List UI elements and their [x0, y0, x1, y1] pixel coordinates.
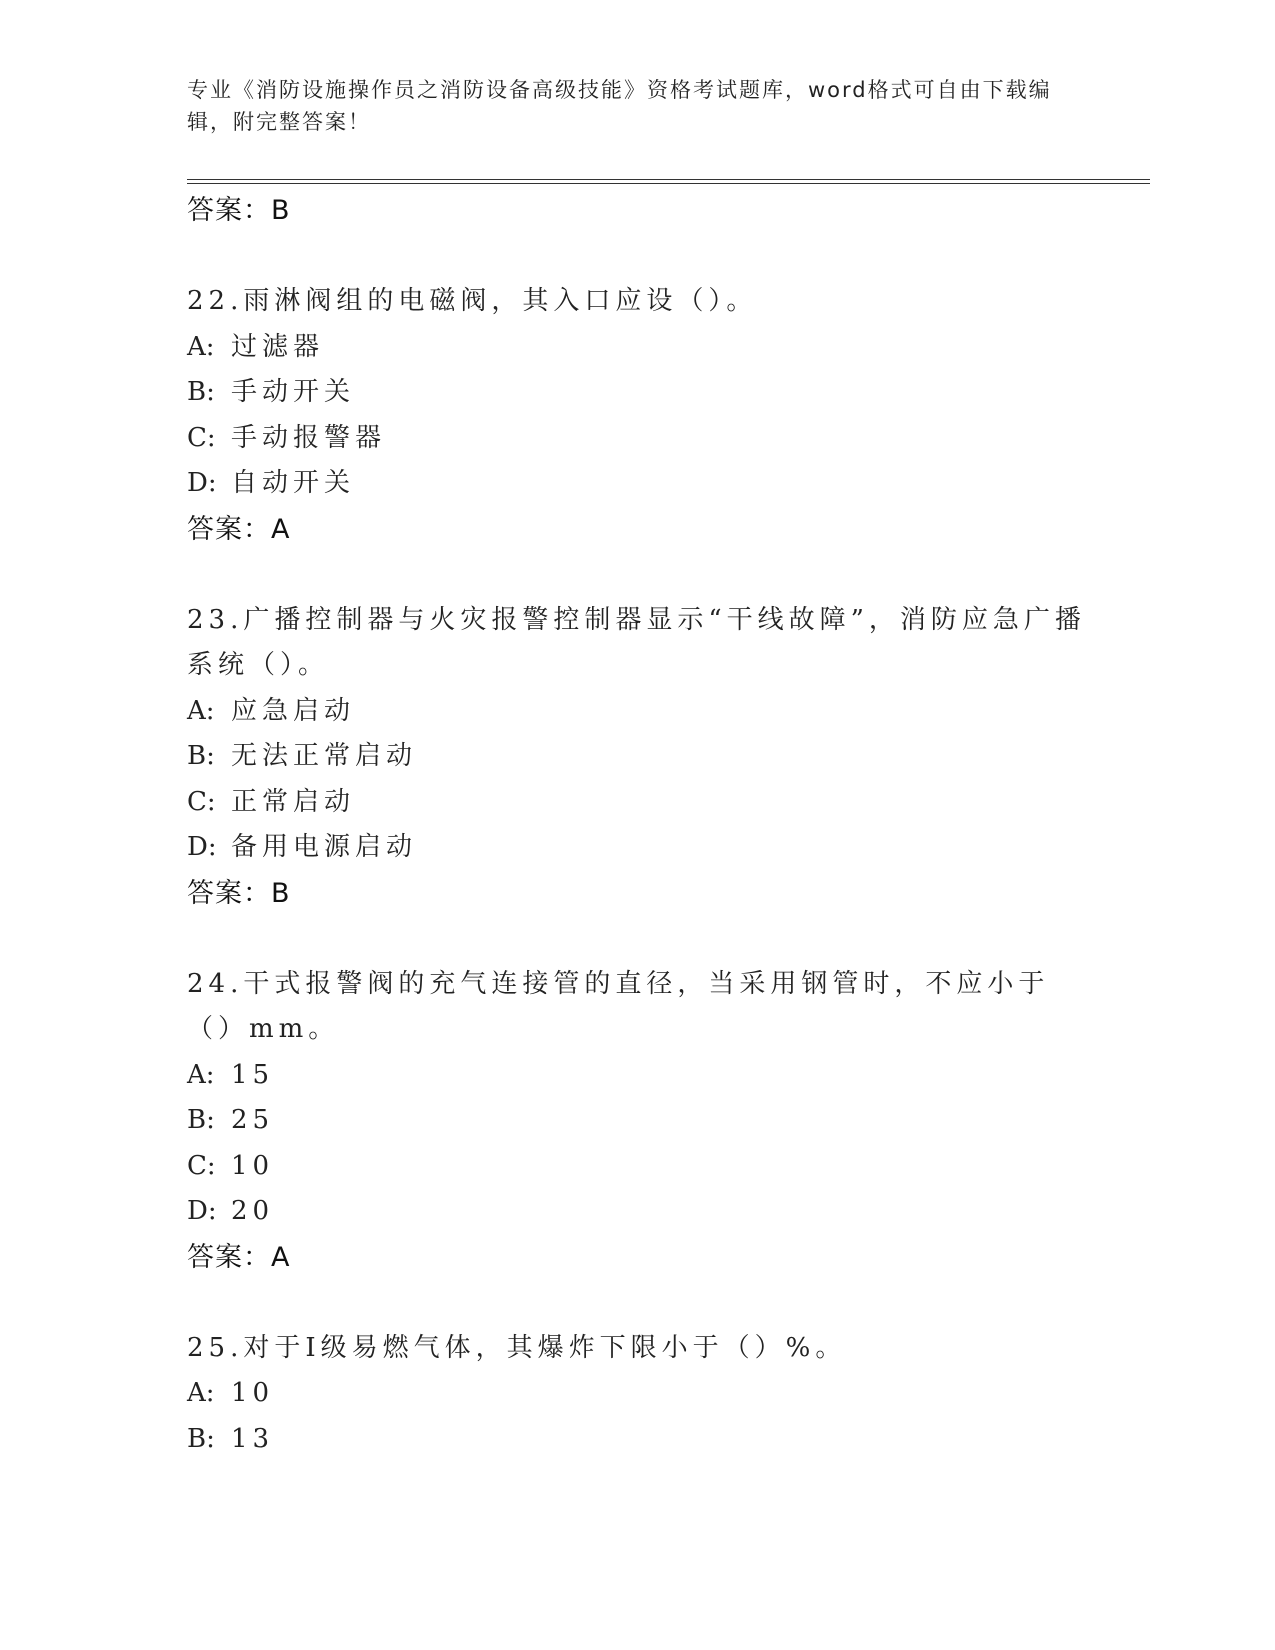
option-key: D:: [187, 1196, 217, 1226]
option-text: 自动开关: [231, 468, 356, 498]
option-key: A:: [187, 695, 215, 726]
question-block: [187, 1326, 1087, 1463]
option-text: 过滤器: [231, 331, 325, 362]
option-key: A:: [187, 1378, 215, 1408]
option-key: C:: [187, 1150, 216, 1181]
option-key: A:: [187, 1059, 215, 1090]
question-block: [187, 598, 1087, 916]
option-text: 备用电源启动: [231, 832, 418, 862]
answer-line: 答案：A: [187, 1241, 291, 1273]
option-text: 无法正常启动: [231, 741, 418, 771]
option-item: [187, 1098, 1087, 1144]
option-key: C:: [187, 786, 216, 817]
option-text: 25: [231, 1105, 275, 1135]
option-key: D:: [187, 832, 217, 862]
header-divider-bottom: [187, 183, 1150, 184]
option-key: B:: [187, 1423, 215, 1454]
question-stem: 23.广播控制器与火灾报警控制器显示“干线故障”，消防应急广播系统（）。: [187, 604, 1086, 680]
option-item: [187, 1189, 1087, 1235]
option-text: 20: [231, 1196, 275, 1226]
answer-line: 答案：B: [187, 877, 291, 909]
option-item: [187, 1371, 1087, 1417]
option-item: [187, 734, 1087, 780]
option-item: [187, 780, 1087, 826]
answer-line: 答案：B: [187, 195, 291, 226]
option-item: [187, 1053, 1087, 1099]
option-key: A:: [187, 331, 215, 362]
question-stem: 25.对于Ⅰ级易燃气体，其爆炸下限小于（）%。: [187, 1332, 847, 1363]
option-text: 10: [231, 1150, 275, 1181]
option-item: [187, 1144, 1087, 1190]
option-text: 13: [231, 1423, 275, 1454]
question-stem: 22.雨淋阀组的电磁阀，其入口应设（）。: [187, 286, 758, 316]
option-item: [187, 825, 1087, 871]
option-item: [187, 325, 1087, 371]
option-key: B:: [187, 1105, 215, 1135]
option-text: 正常启动: [231, 786, 356, 817]
option-text: 15: [231, 1059, 275, 1090]
header-divider-top: [187, 179, 1150, 180]
option-text: 应急启动: [231, 695, 356, 726]
option-item: [187, 370, 1087, 416]
option-text: 手动开关: [231, 377, 356, 407]
question-stem: 24.干式报警阀的充气连接管的直径，当采用钢管时，不应小于（）mm。: [187, 968, 1050, 1044]
option-key: C:: [187, 422, 216, 453]
option-item: [187, 689, 1087, 735]
option-item: [187, 416, 1087, 462]
question-block: [187, 962, 1087, 1280]
answer-line: 答案：A: [187, 513, 291, 545]
option-key: B:: [187, 741, 215, 771]
option-item: [187, 461, 1087, 507]
question-list: [187, 188, 1087, 1462]
option-text: 10: [231, 1378, 275, 1408]
question-block: [187, 279, 1087, 552]
document-header: 专业《消防设施操作员之消防设备高级技能》资格考试题库，word格式可自由下载编辑，附完整答案！: [187, 78, 1052, 134]
option-item: [187, 1417, 1087, 1463]
option-text: 手动报警器: [231, 422, 387, 453]
option-key: B:: [187, 377, 215, 407]
option-key: D:: [187, 468, 217, 498]
